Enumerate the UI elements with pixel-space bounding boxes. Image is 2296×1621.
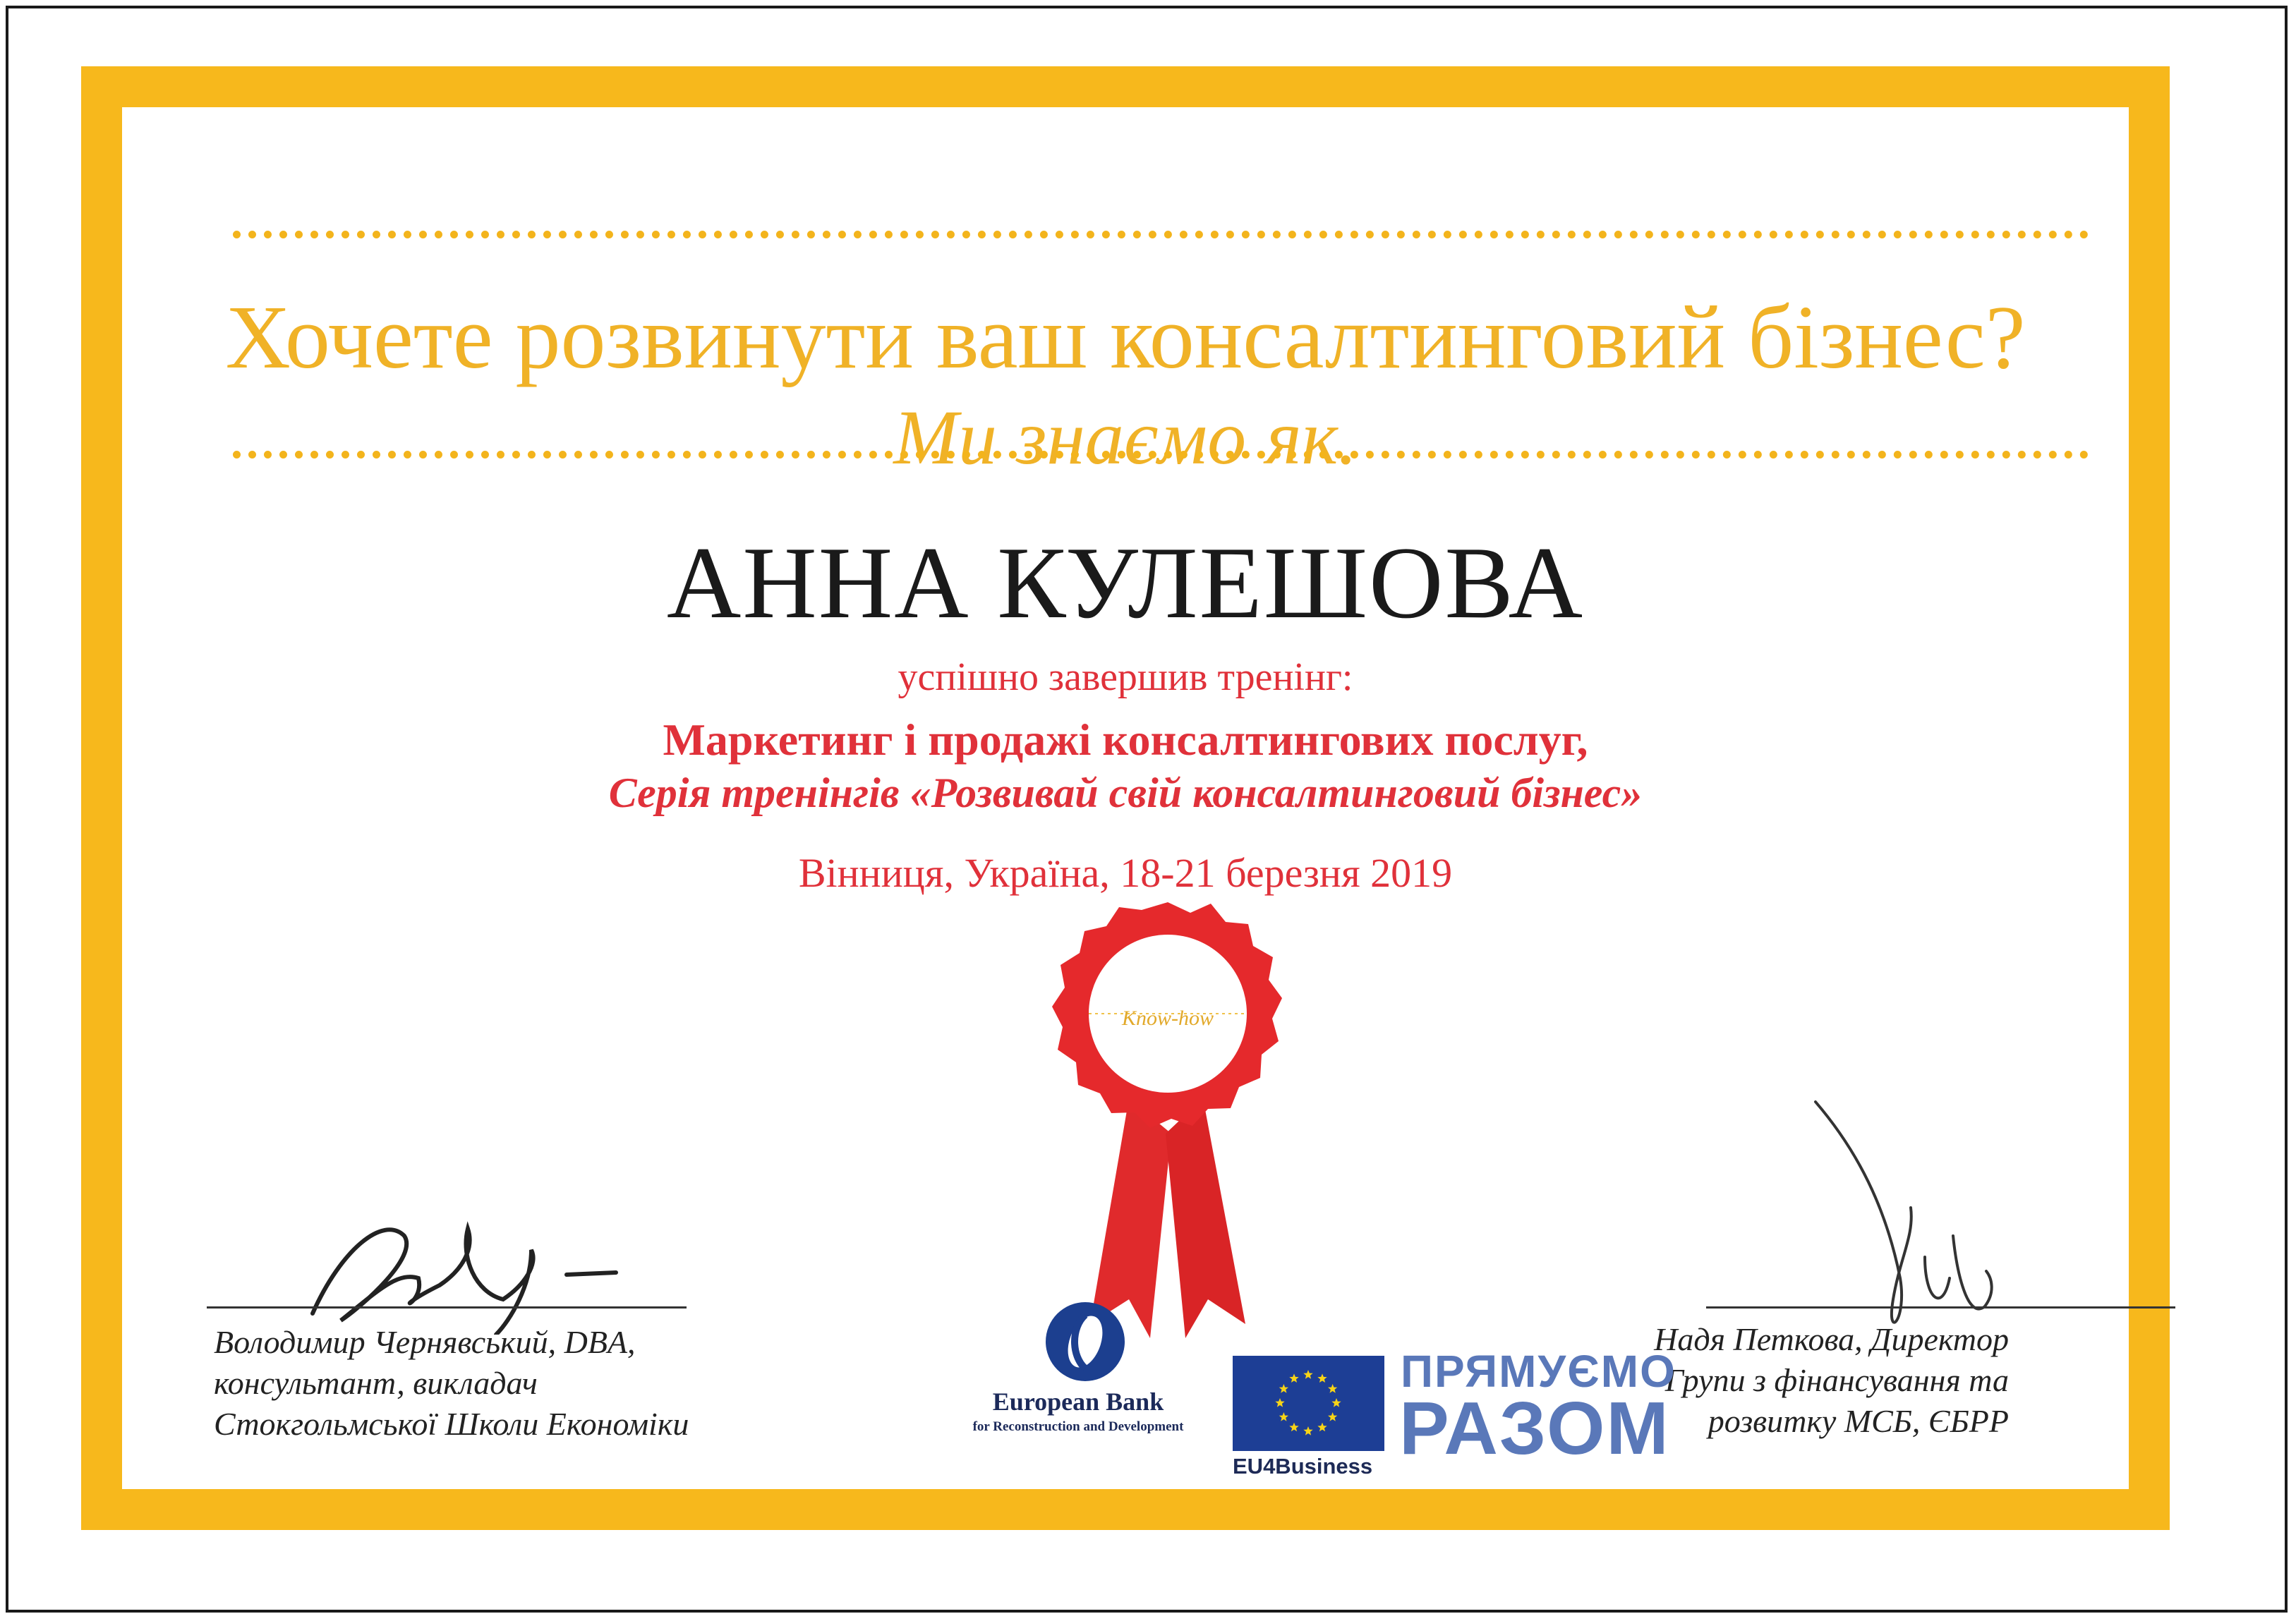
certificate-question: Хочете розвинути ваш консалтинговий бізнес?: [225, 287, 2026, 387]
ebrd-name: European Bank: [992, 1388, 1164, 1416]
signer-right-line3: розвитку МСБ, ЄБРР: [1708, 1403, 2009, 1439]
dotted-divider-bottom: [233, 451, 2089, 459]
series-title: Серія тренінгів «Розвивай свій консалтинговий бізнес»: [608, 770, 1643, 816]
seal-label: Know-how: [1121, 1007, 1214, 1030]
completed-label: успішно завершив тренінг:: [898, 655, 1353, 699]
signer-left-line2: консультант, викладач: [214, 1365, 538, 1401]
signer-right-line2: Групи з фінансування та: [1664, 1362, 2009, 1398]
eu-flag-icon: [1233, 1356, 1384, 1451]
certificate-answer: Ми знаємо як.: [893, 394, 1358, 480]
signature-line-left: [207, 1306, 687, 1309]
signature-left: [298, 1208, 637, 1335]
signer-left-line1: Володимир Чернявський, DBA,: [214, 1324, 636, 1360]
place-date: Вінниця, Україна, 18-21 березня 2019: [798, 850, 1453, 896]
slogan-bottom: РАЗОМ: [1399, 1387, 1670, 1470]
signer-left: [214, 1322, 689, 1445]
slogan-top: ПРЯМУЄМО: [1401, 1346, 1676, 1397]
certificate-frame: [81, 66, 2170, 1530]
certificate-body: [122, 107, 2129, 1489]
ebrd-emblem-icon: [1043, 1299, 1128, 1384]
dotted-divider-top: [233, 231, 2089, 238]
signer-right: [1654, 1319, 2009, 1442]
eu4business-label: EU4Business: [1233, 1454, 1373, 1479]
signer-left-line3: Стокгольмської Школи Економіки: [214, 1406, 689, 1442]
signer-right-line1: Надя Петкова, Директор: [1654, 1321, 2009, 1357]
signature-line-right: [1706, 1306, 2175, 1309]
course-title: Маркетинг і продажі консалтингових послуг,: [663, 715, 1588, 765]
ebrd-logo: [933, 1299, 1223, 1469]
recipient-name: АННА КУЛЕШОВА: [666, 526, 1585, 640]
ebrd-subtitle: for Reconstruction and Development: [972, 1419, 1184, 1434]
